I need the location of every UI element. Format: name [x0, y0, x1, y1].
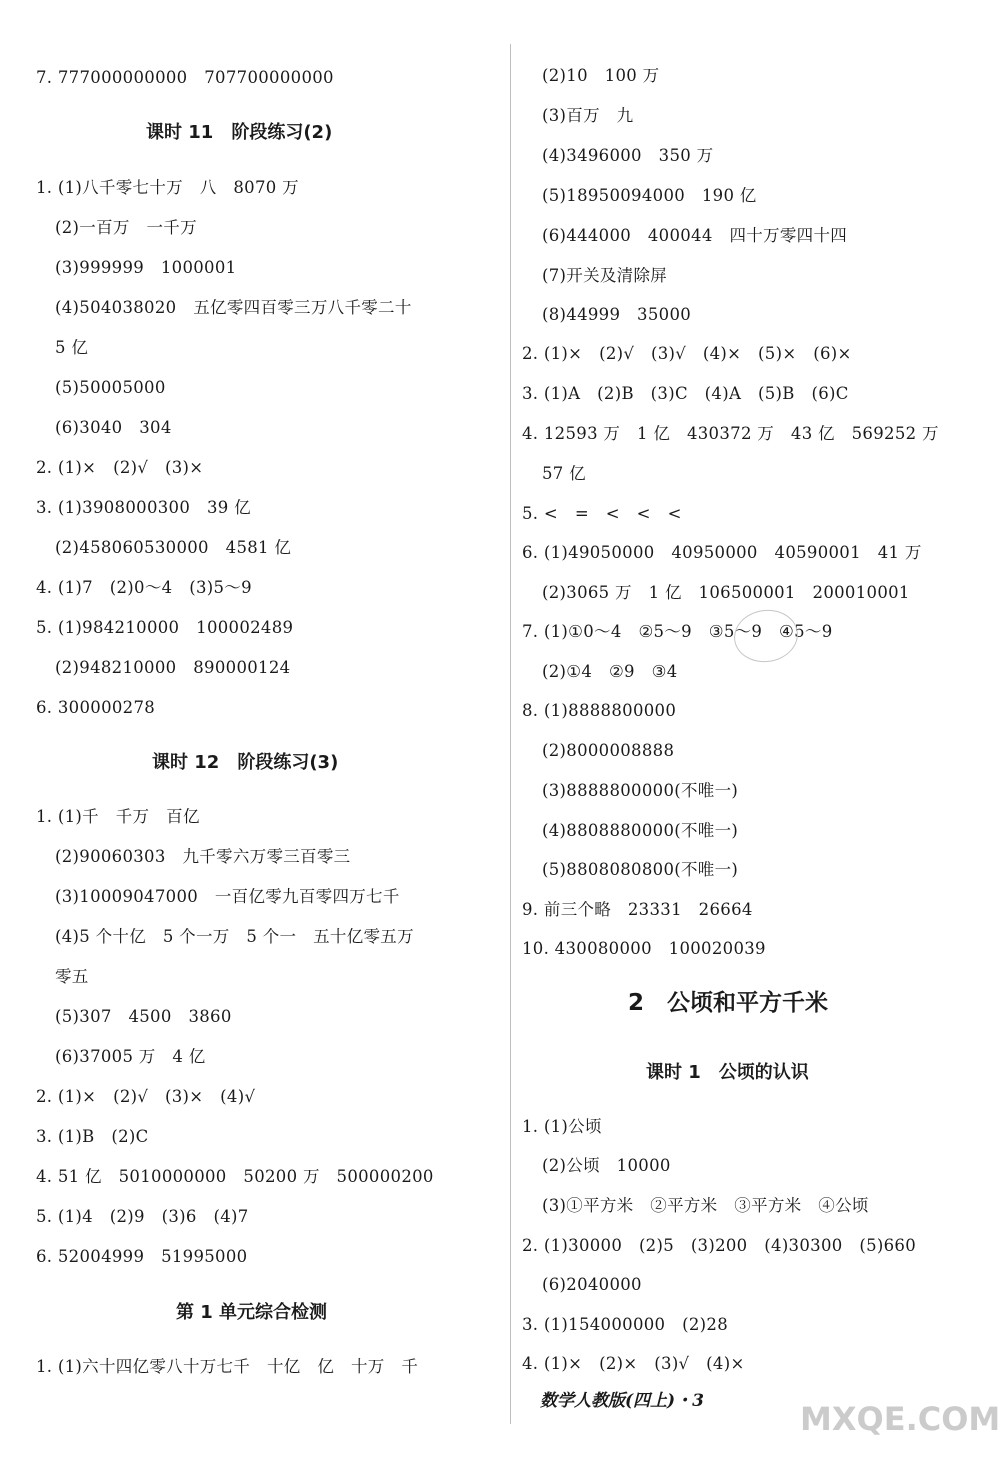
section-title: 课时 1 公顷的认识 [646, 1062, 809, 1083]
answer-line: 零五 [55, 967, 89, 986]
answer-line: (3)8888800000(不唯一) [542, 781, 739, 800]
answer-line: 9. 前三个略 23331 26664 [522, 900, 753, 919]
answer-line: 8. (1)8888800000 [522, 701, 677, 720]
answer-line: 3. (1)B (2)C [36, 1127, 149, 1146]
answer-line: (6)444000 400044 四十万零四十四 [542, 226, 848, 245]
answer-line: 5. < = < < < [522, 504, 682, 523]
answer-line: (6)3040 304 [55, 418, 172, 437]
answer-line: (2)①4 ②9 ③4 [542, 662, 678, 681]
answer-line: 57 亿 [542, 464, 586, 483]
answer-line: (3)百万 九 [542, 106, 634, 125]
answer-line: 1. (1)千 千万 百亿 [36, 807, 200, 826]
answer-line: (5)307 4500 3860 [55, 1007, 232, 1026]
answer-line: (4)8808880000(不唯一) [542, 821, 739, 840]
answer-line: 2. (1)30000 (2)5 (3)200 (4)30300 (5)660 [522, 1236, 917, 1255]
answer-line: 2. (1)× (2)√ (3)× (4)√ [36, 1087, 256, 1106]
answer-line: 1. (1)八千零七十万 八 8070 万 [36, 178, 299, 197]
answer-line: 1. (1)六十四亿零八十万七千 十亿 亿 十万 千 [36, 1357, 419, 1376]
answer-line: 3. (1)154000000 (2)28 [522, 1315, 729, 1334]
answer-line: (3)10009047000 一百亿零九百零四万七千 [55, 887, 400, 906]
answer-line: 1. (1)公顷 [522, 1117, 602, 1136]
answer-line: 4. (1)× (2)× (3)√ (4)× [522, 1354, 745, 1373]
watermark-text: MXQE.COM [800, 1400, 1000, 1438]
answer-line: 2. (1)× (2)√ (3)× [36, 458, 204, 477]
faint-stamp [731, 606, 802, 666]
section-title: 第 1 单元综合检测 [176, 1302, 328, 1323]
answer-line: (2)公顷 10000 [542, 1156, 671, 1175]
watermark-logo [800, 1400, 1000, 1438]
answer-line: 3. (1)3908000300 39 亿 [36, 498, 251, 517]
answer-line: (6)2040000 [542, 1275, 642, 1294]
answer-line: 6. 300000278 [36, 698, 156, 717]
answer-line: (2)458060530000 4581 亿 [55, 538, 292, 557]
answer-line: (8)44999 35000 [542, 305, 692, 324]
answer-line: (5)50005000 [55, 378, 166, 397]
answer-line: (2)8000008888 [542, 741, 675, 760]
answer-line: 6. (1)49050000 40950000 40590001 41 万 [522, 543, 922, 562]
answer-line: (3)999999 1000001 [55, 258, 237, 277]
answer-line: 2. (1)× (2)√ (3)√ (4)× (5)× (6)× [522, 344, 852, 363]
section-title: 课时 11 阶段练习(2) [146, 122, 333, 143]
answer-line: (2)948210000 890000124 [55, 658, 291, 677]
answer-line: 4. 51 亿 5010000000 50200 万 500000200 [36, 1167, 434, 1186]
page-footer: 数学人教版(四上)・3 [540, 1391, 704, 1411]
answer-line: 10. 430080000 100020039 [522, 939, 766, 958]
answer-line: 4. (1)7 (2)0～4 (3)5～9 [36, 578, 252, 597]
answer-line: (5)8808080800(不唯一) [542, 860, 739, 879]
answer-line: (4)504038020 五亿零四百零三万八千零二十 [55, 298, 412, 317]
column-divider [510, 44, 511, 1424]
answer-line: 4. 12593 万 1 亿 430372 万 43 亿 569252 万 [522, 424, 939, 443]
answer-line: (3)①平方米 ②平方米 ③平方米 ④公顷 [542, 1196, 869, 1215]
answer-line: (2)10 100 万 [542, 66, 660, 85]
answer-line: (2)一百万 一千万 [55, 218, 197, 237]
answer-line: (6)37005 万 4 亿 [55, 1047, 206, 1066]
answer-line: (4)5 个十亿 5 个一万 5 个一 五十亿零五万 [55, 927, 414, 946]
answer-line: (2)3065 万 1 亿 106500001 200010001 [542, 583, 910, 602]
chapter-title: 2 公顷和平方千米 [628, 990, 829, 1016]
answer-line: 7. (1)①0～4 ②5～9 ③5～9 ④5～9 [522, 622, 833, 641]
answer-line: 5. (1)4 (2)9 (3)6 (4)7 [36, 1207, 249, 1226]
answer-line: (2)90060303 九千零六万零三百零三 [55, 847, 351, 866]
answer-line: (4)3496000 350 万 [542, 146, 714, 165]
section-title: 课时 12 阶段练习(3) [152, 752, 339, 773]
answer-line: (7)开关及清除屏 [542, 266, 668, 285]
answer-line: 7. 777000000000 707700000000 [36, 68, 334, 87]
answer-line: 3. (1)A (2)B (3)C (4)A (5)B (6)C [522, 384, 849, 403]
answer-line: 5 亿 [55, 338, 89, 357]
answer-line: 6. 52004999 51995000 [36, 1247, 248, 1266]
answer-line: 5. (1)984210000 100002489 [36, 618, 294, 637]
answer-line: (5)18950094000 190 亿 [542, 186, 757, 205]
